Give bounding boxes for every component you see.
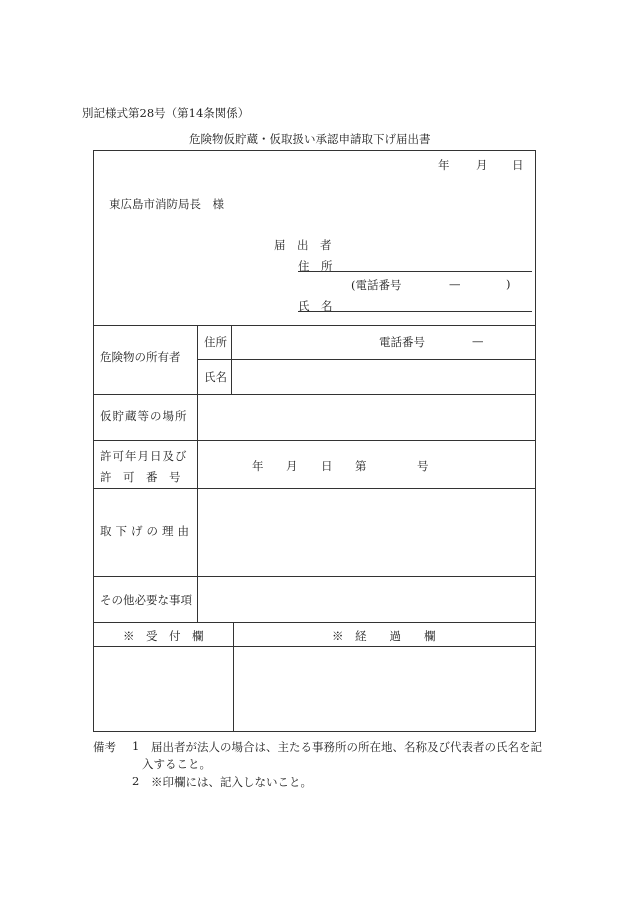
owner-label: 危険物の所有者 xyxy=(100,350,181,364)
note-2-text: ※印欄には、記入しないこと。 xyxy=(151,775,312,789)
note-1-line-1: 届出者が法人の場合は、主たる事務所の所在地、名称及び代表者の氏名を記 xyxy=(151,740,542,754)
permit-label-1: 許可年月日及び xyxy=(100,449,188,463)
notifier-name-field[interactable] xyxy=(298,311,532,312)
date-day: 日 xyxy=(512,158,524,172)
owner-phone-label: 電話番号 xyxy=(379,335,425,349)
note-1-number: 1 xyxy=(132,739,140,753)
date-year: 年 xyxy=(438,158,450,172)
phone-close: ) xyxy=(506,277,511,291)
reception-label: ※ 受 付 欄 xyxy=(123,629,204,643)
divider xyxy=(94,325,535,326)
notifier-name-label: 氏 名 xyxy=(298,299,333,313)
progress-label: ※ 経 過 欄 xyxy=(332,629,436,643)
divider xyxy=(94,646,535,647)
notifier-label: 届 出 者 xyxy=(274,238,332,252)
reason-label: 取下げの理由 xyxy=(100,524,193,538)
divider xyxy=(233,622,234,731)
notifier-address-label: 住 所 xyxy=(298,259,333,273)
notification-form xyxy=(93,150,536,732)
divider xyxy=(94,394,535,395)
owner-address-label: 住所 xyxy=(204,335,227,349)
date-month: 月 xyxy=(476,158,488,172)
divider xyxy=(197,359,535,360)
phone-dash: — xyxy=(449,277,461,291)
note-2-number: 2 xyxy=(132,774,140,788)
divider xyxy=(197,394,198,622)
permit-go: 号 xyxy=(417,459,429,473)
divider xyxy=(94,576,535,577)
owner-name-label: 氏名 xyxy=(204,370,227,384)
divider xyxy=(94,440,535,441)
permit-dai: 第 xyxy=(355,459,367,473)
owner-phone-dash: — xyxy=(472,334,484,348)
phone-open: (電話番号 xyxy=(351,278,402,292)
notes-heading: 備考 xyxy=(93,740,116,754)
divider xyxy=(94,622,535,623)
location-label: 仮貯蔵等の場所 xyxy=(100,409,188,423)
permit-day: 日 xyxy=(321,459,333,473)
addressee: 東広島市消防局長 様 xyxy=(109,197,224,211)
permit-month: 月 xyxy=(286,459,298,473)
permit-year: 年 xyxy=(252,459,264,473)
notifier-address-field[interactable] xyxy=(298,271,532,272)
form-title: 危険物仮貯蔵・仮取扱い承認申請取下げ届出書 xyxy=(189,132,431,146)
other-label: その他必要な事項 xyxy=(100,593,192,607)
divider xyxy=(94,488,535,489)
note-1-line-2: 入すること。 xyxy=(142,757,211,771)
form-number: 別記様式第28号（第14条関係） xyxy=(82,106,250,120)
permit-label-2: 許 可 番 号 xyxy=(100,470,181,484)
